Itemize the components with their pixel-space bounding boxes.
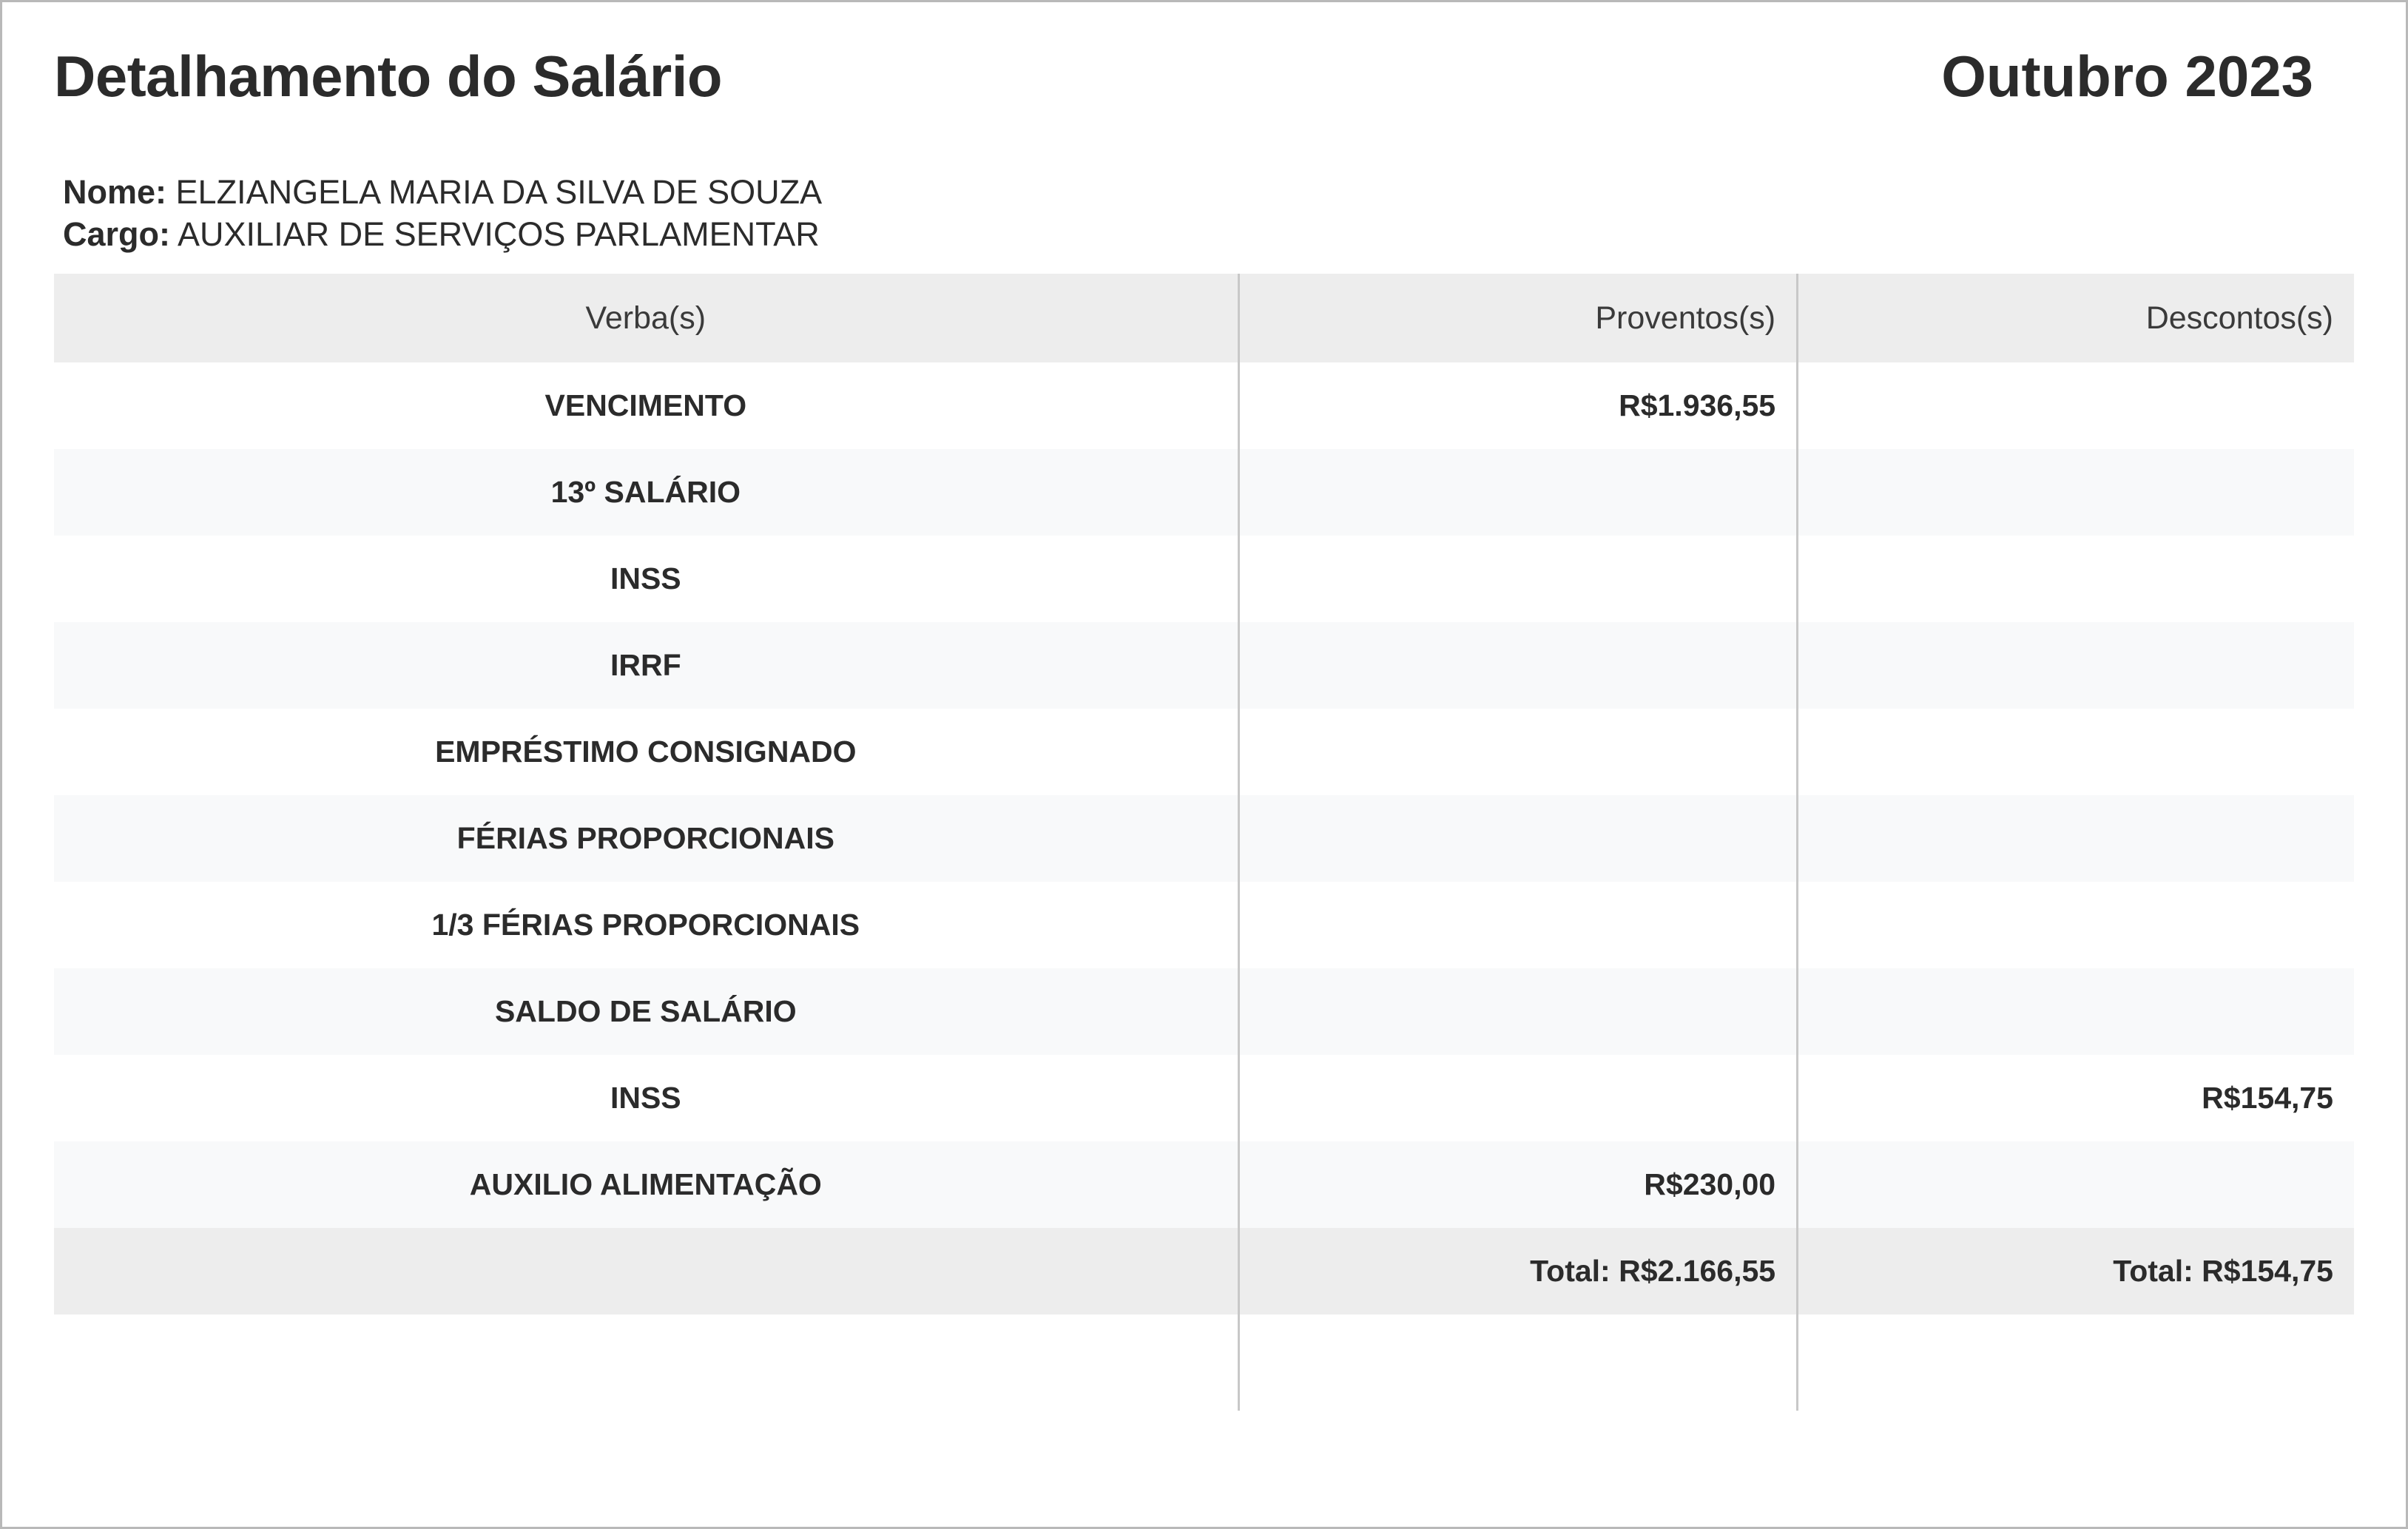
table-row-blank (54, 1314, 2354, 1411)
column-header-verba: Verba(s) (54, 274, 1238, 362)
cell-proventos (1238, 795, 1797, 882)
employee-name-label: Nome: (63, 172, 167, 211)
table-row (54, 795, 2354, 882)
employee-name-line (63, 171, 2354, 214)
cell-blank-proventos (1238, 1314, 1797, 1411)
cell-blank-verba (54, 1314, 1238, 1411)
cell-descontos (1798, 709, 2354, 795)
cell-descontos (1798, 622, 2354, 709)
cell-verba: FÉRIAS PROPORCIONAIS (54, 795, 1238, 882)
cell-verba: VENCIMENTO (54, 362, 1238, 449)
cell-proventos (1238, 968, 1797, 1055)
employee-role-value: AUXILIAR DE SERVIÇOS PARLAMENTAR (178, 215, 820, 254)
table-header-row (54, 274, 2354, 362)
cell-descontos (1798, 795, 2354, 882)
cell-verba: IRRF (54, 622, 1238, 709)
table-totals-row (54, 1228, 2354, 1314)
cell-verba: INSS (54, 536, 1238, 622)
cell-descontos: R$154,75 (2202, 1081, 2333, 1115)
cell-proventos: R$230,00 (1238, 1141, 1797, 1228)
cell-verba: EMPRÉSTIMO CONSIGNADO (54, 709, 1238, 795)
cell-descontos (1798, 449, 2354, 536)
cell-descontos (1798, 536, 2354, 622)
salary-table (54, 274, 2354, 1411)
cell-total-descontos: Total: R$154,75 (1798, 1228, 2354, 1314)
cell-total-proventos: Total: R$2.166,55 (1238, 1228, 1797, 1314)
cell-proventos: R$1.936,55 (1238, 362, 1797, 449)
column-header-proventos: Proventos(s) (1238, 274, 1797, 362)
table-row (54, 968, 2354, 1055)
cell-verba: SALDO DE SALÁRIO (54, 968, 1238, 1055)
table-row (54, 622, 2354, 709)
cell-descontos (1798, 968, 2354, 1055)
employee-role-label: Cargo: (63, 215, 170, 254)
table-row (54, 536, 2354, 622)
table-row (54, 362, 2354, 449)
table-row (54, 709, 2354, 795)
cell-totals-label (54, 1228, 1238, 1314)
employee-name-value: ELZIANGELA MARIA DA SILVA DE SOUZA (175, 172, 823, 211)
period-label: Outubro 2023 (1941, 44, 2313, 109)
page-title: Detalhamento do Salário (54, 44, 723, 109)
cell-proventos (1238, 622, 1797, 709)
cell-proventos (1238, 1055, 1797, 1141)
cell-verba: 1/3 FÉRIAS PROPORCIONAIS (54, 882, 1238, 968)
cell-proventos (1238, 709, 1797, 795)
table-row (54, 449, 2354, 536)
document-body (2, 2, 2406, 1411)
cell-descontos (1798, 362, 2354, 449)
cell-descontos (1798, 882, 2354, 968)
cell-verba: 13º SALÁRIO (54, 449, 1238, 536)
table-row (54, 1141, 2354, 1228)
cell-proventos (1238, 882, 1797, 968)
table-row (54, 882, 2354, 968)
cell-verba: AUXILIO ALIMENTAÇÃO (54, 1141, 1238, 1228)
employee-role-line (63, 213, 2354, 256)
table-header (54, 274, 2354, 362)
cell-proventos (1238, 536, 1797, 622)
cell-descontos (1798, 1141, 2354, 1228)
document-header (54, 44, 2354, 109)
column-header-descontos: Descontos(s) (1798, 274, 2354, 362)
employee-info (63, 171, 2354, 256)
cell-verba: INSS (54, 1055, 1238, 1141)
table-body (54, 362, 2354, 1411)
cell-proventos (1238, 449, 1797, 536)
table-row (54, 1055, 2354, 1141)
cell-blank-descontos (1798, 1314, 2354, 1411)
